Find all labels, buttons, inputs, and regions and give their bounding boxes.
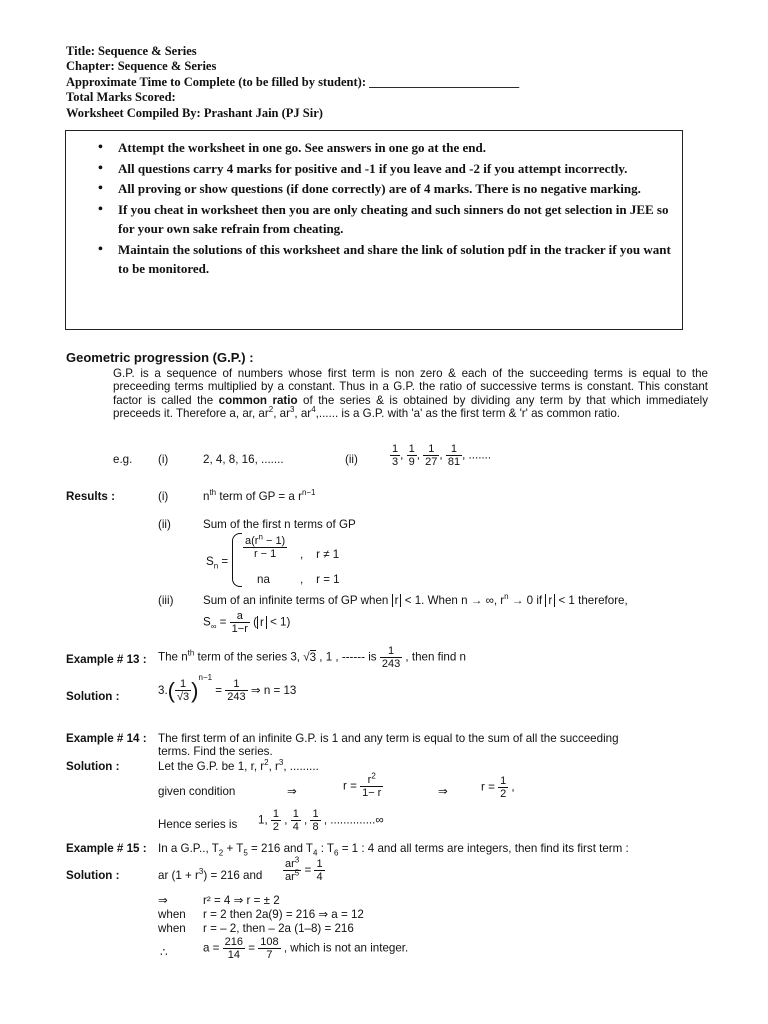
s-infinity-formula: $S_\infty$ = $\frac{a}{1-r}$ ( r < 1): [203, 610, 291, 635]
hence-series-label: Hence series is: [158, 818, 238, 831]
example-15-case-1: r = 2 then 2a(9) = 216 ⇒ a = 12: [203, 908, 364, 921]
example-14-solution-label: Solution :: [66, 760, 120, 773]
common-ratio-term: common ratio: [218, 393, 298, 407]
example-15-when-1: when: [158, 908, 186, 921]
implies-arrow-2: ⇒: [438, 785, 448, 798]
sn-case-2: na: [257, 573, 270, 586]
worksheet-title: Title: Sequence & Series: [66, 44, 197, 58]
therefore-symbol: ∴: [160, 946, 168, 959]
example-14-question-line-1: The first term of an infinite G.P. is 1 and any term is equal to the sum of all the succeeding: [158, 732, 619, 745]
example-15-case-2: r = – 2, then – 2a (1–8) = 216: [203, 922, 354, 935]
given-condition-label: given condition: [158, 785, 236, 798]
sn-case-1-cond: , r ≠ 1: [300, 548, 340, 561]
example-15-final: a = $\frac{216}{14}$ = $\frac{108}{7}$ , which is not an integer.: [203, 936, 409, 961]
example-15-implies: ⇒: [158, 894, 168, 907]
example-13-solution-label: Solution :: [66, 690, 120, 703]
instructions-list: [94, 138, 679, 280]
given-condition-equation: r = $\frac{r^2}{1- r}$: [343, 771, 382, 799]
result-ii-text: Sum of the first n terms of GP: [203, 518, 356, 531]
worksheet-header: [66, 44, 519, 121]
example-14-label: Example # 14 :: [66, 732, 147, 745]
sn-case-2-cond: , r = 1: [300, 573, 340, 586]
example-14-question-line-2: terms. Find the series.: [158, 745, 273, 758]
sn-case-1: $\frac{a(r^n - 1)}{r - 1}$: [245, 532, 286, 560]
compiled-by: Worksheet Compiled By: Prashant Jain (PJ Sir): [66, 105, 323, 120]
example-14-let-gp: Let the G.P. be 1, r, $r^2$, $r^3$, .........: [158, 758, 319, 773]
example-15-ratio: $\frac{ar^3}{ar^5}$ = $\frac{1}{4}$: [285, 855, 323, 883]
results-label: Results :: [66, 490, 115, 503]
result-iii-label: (iii): [158, 594, 174, 607]
total-marks: Total Marks Scored:: [66, 90, 176, 105]
instruction-item: • Maintain the solutions of this worksheet and share the link of solution pdf in the tracker if you want to be monitored.: [94, 240, 679, 279]
example-15-r-values: r² = 4 ⇒ r = ± 2: [203, 894, 280, 907]
example-15-when-2: when: [158, 922, 186, 935]
eg-i-label: (i): [158, 453, 169, 466]
gp-heading: Geometric progression (G.P.) :: [66, 350, 254, 365]
example-13-question: The $n^{th}$ term of the series 3, √3 , 1 , ------ is $\frac{1}{243}$ , then find n: [158, 645, 466, 670]
example-15-solution-label: Solution :: [66, 869, 120, 882]
gp-definition: G.P. is a sequence of numbers whose first term is non zero & each of the succeeding terms is equal to the preceeding terms multiplied by a constant. Thus in a G.P. the ratio of successive terms is constant. This constant factor is called the common ratio of the series & is obtained by dividing any term by that which immediately preceeds it. Therefore a, ar, $ar^2$, $ar^3$, $ar^4$,...... is a G.P. with 'a' as the first term & 'r' as common ratio.: [113, 367, 708, 421]
instruction-item: • All proving or show questions (if done correctly) are of 4 marks. There is no negative marking.: [94, 179, 679, 199]
eg-label: e.g.: [113, 453, 133, 466]
sn-symbol: $S_n$ =: [206, 555, 229, 571]
instructions-box: [65, 130, 683, 330]
result-ii-label: (ii): [158, 518, 171, 531]
result-i-label: (i): [158, 490, 169, 503]
implies-arrow-1: ⇒: [287, 785, 297, 798]
eg-i-sequence: 2, 4, 8, 16, .......: [203, 453, 284, 466]
example-13-label: Example # 13 :: [66, 653, 147, 666]
piecewise-brace: [232, 533, 242, 587]
eg-ii-label: (ii): [345, 453, 358, 466]
instruction-item: • Attempt the worksheet in one go. See answers in one go at the end.: [94, 138, 679, 158]
example-15-label: Example # 15 :: [66, 842, 147, 855]
example-13-solution: 3.( $\frac{1}{√3}$ )$^{n-1}$ = $\frac{1}{243}$ ⇒ n = 13: [158, 673, 297, 704]
time-to-complete: Approximate Time to Complete (to be filled by student): ________________________: [66, 74, 520, 89]
example-15-question: In a G.P.., $T_2 + T_5 = 216$ and $T_4$ : $T_6 = 1$ : 4 and all terms are integers, then find its first term :: [158, 842, 629, 858]
hence-series-terms: 1, $\frac{1}{2}$ , $\frac{1}{4}$ , $\frac{1}{8}$ , ..............∞: [258, 808, 384, 833]
eg-ii-sequence: $\frac{1}{3}$ , $\frac{1}{9}$ , $\frac{1}{27}$ , $\frac{1}{81}$ , .......: [392, 443, 492, 468]
result-i-text: $n^{th}$ term of GP = a $r^{n-1}$: [203, 488, 316, 503]
worksheet-chapter: Chapter: Sequence & Series: [66, 59, 217, 74]
instruction-item: • If you cheat in worksheet then you are only cheating and such sinners do not get selection in JEE so for your own sake refrain from cheating.: [94, 200, 679, 239]
result-iii-text: Sum of an infinite terms of GP when r < 1. When n → ∞, $r^n \to 0$ if r < 1 therefore,: [203, 592, 628, 607]
r-value: r = $\frac{1}{2}$ ,: [481, 775, 515, 800]
instruction-item: • All questions carry 4 marks for positive and -1 if you leave and -2 if you attempt incorrectly.: [94, 159, 679, 179]
example-15-eq1: ar $(1 + r^3) = 216$ and: [158, 867, 263, 882]
